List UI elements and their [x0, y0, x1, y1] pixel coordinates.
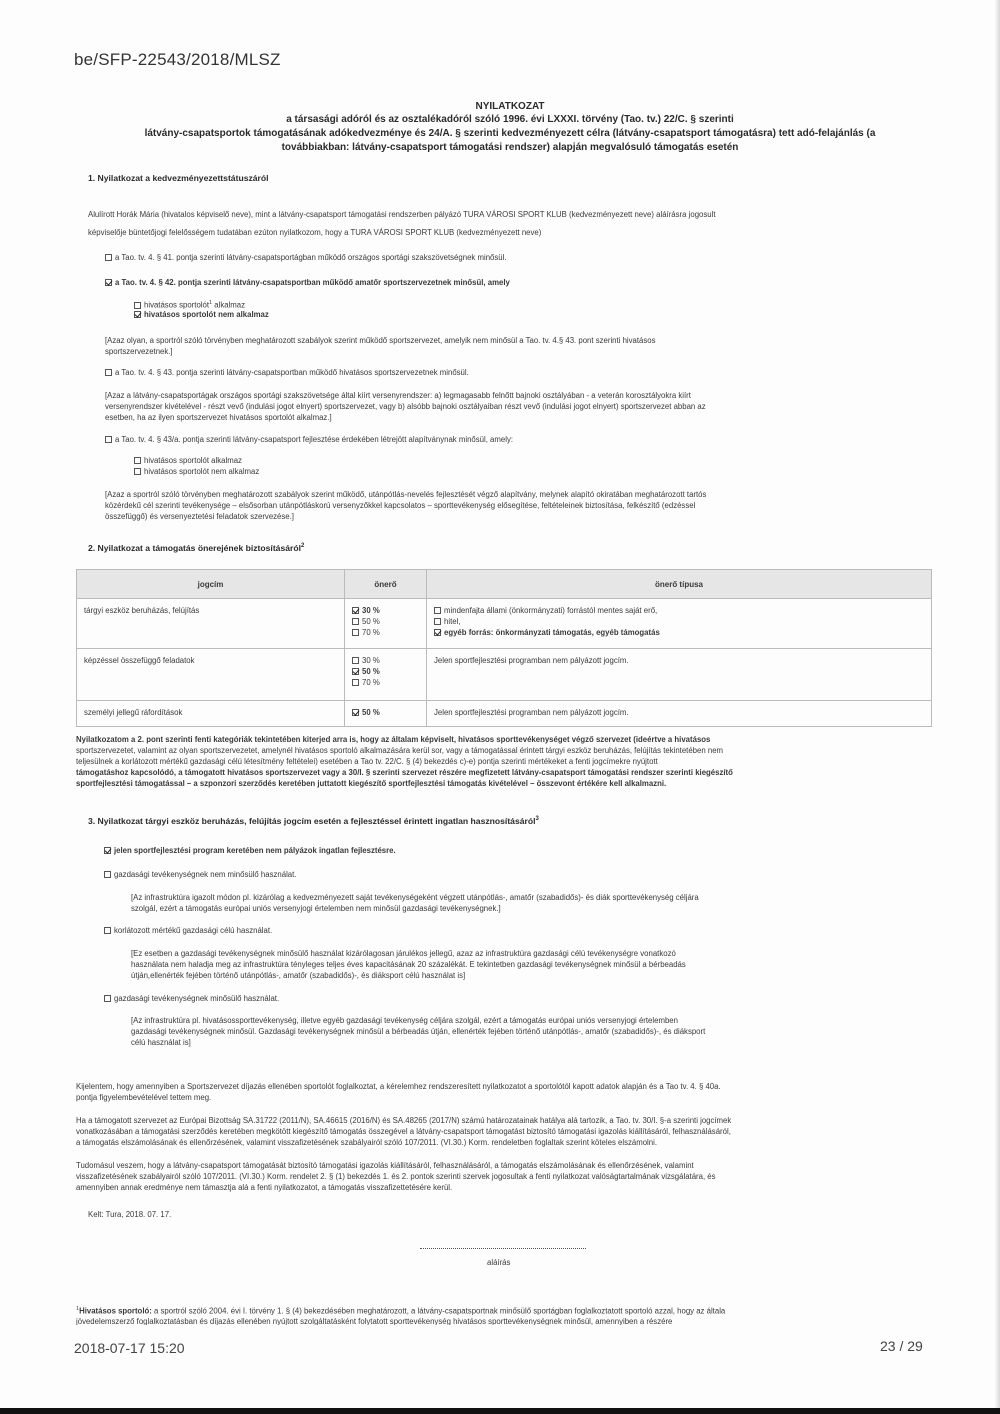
closing-text: amennyiben annak eredménye nem támasztja alá a fenti nyilatkozatot, a támogatás visszafizettetésére kerül. — [76, 1183, 453, 1192]
option-label: a Tao. tv. 4. § 42. pontja szerinti látvány-csapatsportban működő amatőr sportszervezetnek minősül, amely — [115, 278, 510, 287]
option-row[interactable] — [134, 309, 269, 320]
option-label: gazdasági tevékenységnek nem minősülő használat. — [114, 870, 297, 879]
closing-text: vonatkozásában a támogatási szerződés keretében megkötött kiegészítő támogatás összegével a látvány-csapatsport támogatást biztosító támogatási igazolás kiállításáról, felhasználásáról, — [76, 1127, 731, 1136]
note-text: [Azaz a sportról szóló törvényben meghatározott szabályok szerint működő, utánpótlás-nevelés fejlesztését végző alapítvány, melynek alapító okiratában meghatározott tartós — [105, 490, 707, 499]
note-text: célú használat is] — [131, 1038, 191, 1047]
checkbox-checked[interactable] — [352, 668, 359, 675]
section3-heading-text: 3. Nyilatkozat tárgyi eszköz beruházás, felújítás jogcím esetén a fejlesztéssel érintett ingatlan hasznosításáról — [88, 816, 536, 826]
checkbox[interactable] — [434, 618, 441, 625]
option-row[interactable] — [105, 252, 507, 263]
percent-option: 50 % — [362, 667, 380, 676]
declaration-text: támogatáshoz kapcsolódó, a támogatott hivatásos sportszervezet vagy a 30/I. § szerinti szervezet részére megfizetett látvány-csapatsport támogatási rendszer szerinti kiegészítő — [76, 768, 733, 777]
section1-heading: 1. Nyilatkozat a kedvezményezettstátuszáról — [88, 173, 269, 183]
declaration-text: sportfejlesztési támogatással – a szponzori szerződés keretében juttatott kiegészítő sportfejlesztési támogatás kivételével – összevont értékére kell alkalmazni. — [76, 779, 667, 788]
note-text: közérdekű cél szerinti tevékenysége – elsősorban utánpótláskorú versenyzőkkel kapcsolatos – sporttevékenység elősegítése, feltételeinek biztosítása, felkészítő (edzéssel — [105, 501, 696, 510]
table-row — [77, 701, 932, 727]
closing-text: Ha a támogatott szervezet az Európai Bizottság SA.31722 (2011/N), SA.46615 (2016/N) és SA.48265 (2017/N) számú határozatainak hatálya alá tartozik, a Tao. tv. 30/I. §-a szerinti jogcímek — [76, 1116, 732, 1125]
footnote — [76, 1304, 725, 1317]
checkbox[interactable] — [105, 369, 112, 376]
checkbox[interactable] — [134, 302, 141, 309]
percent-option: 70 % — [362, 628, 380, 637]
option-row[interactable] — [104, 993, 279, 1004]
scan-bottom-edge — [0, 1408, 1000, 1414]
jogcim-cell: tárgyi eszköz beruházás, felújítás — [77, 599, 345, 649]
percent-option: 70 % — [362, 678, 380, 687]
title-heading: NYILATKOZAT — [475, 101, 545, 112]
option-label: gazdasági tevékenységnek minősülő használat. — [114, 994, 280, 1003]
option-label: hivatásos sportolót nem alkalmaz — [144, 310, 269, 319]
type-option: mindenfajta állami (önkormányzati) forrástól mentes saját erő, — [444, 606, 658, 615]
option-label: alkalmaz — [212, 300, 246, 310]
checkbox[interactable] — [105, 254, 112, 261]
date-place: Kelt: Tura, 2018. 07. 17. — [88, 1210, 172, 1219]
option-row[interactable] — [105, 367, 469, 378]
column-header: önerő — [345, 570, 427, 599]
note-text: versenyrendszer kivételével - részt vevő (indulási jogot elnyert) sportszervezet, vagy b) alsóbb bajnoki osztályaiban részt vevő (indulási jogot elnyert) sportszervezet abban az — [105, 402, 706, 411]
checkbox-checked[interactable] — [104, 847, 111, 854]
option-row[interactable] — [104, 845, 396, 856]
onero-cell — [345, 701, 427, 727]
footnote-ref: 2 — [301, 543, 305, 550]
percent-option: 30 % — [362, 606, 380, 615]
note-text: [Az infrastruktúra pl. hivatásossporttevékenység, illetve egyéb gazdasági tevékenység céljára szolgál, ezért a támogatás európai uniós versenyjogi értelemben — [131, 1016, 678, 1025]
footnote-ref: 1 — [76, 1306, 80, 1312]
option-row[interactable] — [134, 466, 259, 477]
checkbox[interactable] — [352, 657, 359, 664]
table-row — [77, 649, 932, 701]
option-row[interactable] — [104, 869, 296, 880]
option-row[interactable] — [134, 455, 242, 466]
note-text: [Ez esetben a gazdasági tevékenységnek minősülő használat kizárólagosan járulékos jellegű, azaz az infrastruktúra gazdasági célú tevékenységre vonatkozó — [131, 949, 676, 958]
option-label: korlátozott mértékű gazdasági célú használat. — [114, 926, 273, 935]
checkbox[interactable] — [352, 679, 359, 686]
jogcim-cell: képzéssel összefüggő feladatok — [77, 649, 345, 701]
title-line: látvány-csapatsportok támogatásának adókedvezménye és 24/A. § szerinti kedvezményezett célra (látvány-csapatsport támogatásra) tett adó-felajánlás (a — [144, 128, 876, 139]
note-text: sportszervezetnek.] — [105, 347, 173, 356]
note-text: szolgál, ezért a támogatás európai uniós versenyjogi értelemben nem minősül gazdasági tevékenységnek.] — [131, 904, 501, 913]
note-text: útján,ellenérték fejében történő utánpótlás-, amatőr (szabadidős)-, és diáksport célú használat is] — [131, 971, 466, 980]
checkbox[interactable] — [105, 436, 112, 443]
footnote-ref: 3 — [535, 816, 539, 823]
option-label: hivatásos sportolót alkalmaz — [144, 456, 242, 465]
option-label: a Tao. tv. 4. § 41. pontja szerinti látvány-csapatsportágban működő országos sportági szakszövetségnek minősül. — [115, 253, 507, 262]
checkbox[interactable] — [134, 468, 141, 475]
page-number: 23 / 29 — [880, 1338, 923, 1354]
checkbox[interactable] — [434, 607, 441, 614]
closing-text: a támogatás elszámolásának és ellenőrzésének, valamint visszafizetésének szabályairól szóló 107/2011. (VI.30.) Korm. rendeletben foglaltak szerint köteles elszámolni. — [76, 1138, 658, 1147]
checkbox-checked[interactable] — [352, 709, 359, 716]
percent-option: 50 % — [362, 617, 380, 626]
note-text: összefüggő) és versenyeztetési feladatok szervezése.] — [105, 512, 294, 521]
option-label: jelen sportfejlesztési program keretében nem pályázok ingatlan fejlesztésre. — [114, 846, 396, 855]
jogcim-cell: személyi jellegű ráfordítások — [77, 701, 345, 727]
checkbox[interactable] — [352, 629, 359, 636]
note-text: [Az infrastruktúra igazolt módon pl. kizárólag a kedvezményezett saját tevékenységeként végzett utánpótlás-, amatőr (szabadidős)- és diák sporttevékenység céljára — [131, 893, 699, 902]
footnote-text: jövedelemszerző foglalkoztatásban és díjazás ellenében nyújtott szolgáltatásként folytatott sporttevékenység hivatásos sporttevékenységnek minősül, amennyiben a részére — [76, 1317, 673, 1325]
signature-label: aláírás — [487, 1258, 511, 1267]
scan-edge — [994, 0, 1000, 1414]
percent-option: 30 % — [362, 656, 380, 665]
declaration-text: teljesülnek a korlátozott mértékű gazdasági célú létesítmény feltételei) esetében a Tao tv. 22/C. § (4) bekezdés c)-e) pontja szerinti mértékeket a fenti jogcímekre nyújtott — [76, 757, 658, 766]
section1-intro: képviselője büntetőjogi felelősségem tudatában ezúton nyilatkozom, hogy a TURA VÁROSI SPORT KLUB (kedvezményezett neve) — [88, 228, 542, 237]
checkbox[interactable] — [104, 927, 111, 934]
percent-option: 50 % — [362, 708, 380, 717]
section2-heading-text: 2. Nyilatkozat a támogatás önerejének biztosításáról — [88, 543, 302, 553]
column-header: jogcím — [77, 570, 345, 599]
type-option: hitel, — [444, 617, 461, 626]
option-label: a Tao. tv. 4. § 43. pontja szerinti látvány-csapatsportban működő hivatásos sportszervezetnek minősül. — [115, 368, 469, 377]
section3-heading — [88, 816, 539, 826]
checkbox[interactable] — [104, 995, 111, 1002]
table-header-row — [77, 570, 932, 599]
tipus-cell — [427, 599, 932, 649]
footnote-ref: 1 — [209, 300, 213, 306]
type-option: egyéb forrás: önkormányzati támogatás, egyéb támogatás — [444, 628, 660, 637]
checkbox[interactable] — [134, 457, 141, 464]
self-contribution-table — [76, 569, 932, 727]
table-row — [77, 599, 932, 649]
option-label: hivatásos sportolót nem alkalmaz — [144, 467, 260, 476]
option-row[interactable] — [105, 277, 510, 288]
note-text: használata nem haladja meg az infrastruktúra tényleges teljes éves kapacitásának 20 százalékát. E tekintetben gazdasági tevékenységnek minősül a bérbeadás — [131, 960, 686, 969]
note-text: [Azaz a látvány-csapatsportágak országos sportági szakszövetsége által kiírt versenyrendszer: a) legmagasabb felnőtt bajnoki osztályában - a veterán korosztályokra kiírt — [105, 391, 691, 400]
footnote-term: Hivatásos sportoló: — [79, 1306, 152, 1316]
closing-text: Kijelentem, hogy amennyiben a Sportszervezet díjazás ellenében sportolót foglalkoztat, a kérelemhez rendszeresített nyilatkozatot a sportolótól kapott adatok alapján és a Tao tv. 4. § 40a. — [76, 1082, 721, 1091]
onero-cell — [345, 599, 427, 649]
declaration-text: sportszervezetet, valamint az olyan sportszervezetet, amelynél hivatásos sportoló alkalmazására kerül sor, vagy a támogatással érintett tárgyi eszköz beruházás, felújítás tekintetében nem — [76, 746, 724, 755]
onero-cell — [345, 649, 427, 701]
title-line: továbbiakban: látvány-csapatsport támogatási rendszer) alapján megvalósuló támogatás esetén — [281, 142, 739, 153]
tipus-cell: Jelen sportfejlesztési programban nem pályázott jogcím. — [427, 701, 932, 727]
option-label: hivatásos sportolót — [144, 300, 210, 310]
declaration-text: Nyilatkozatom a 2. pont szerinti fenti kategóriák tekintetében kiterjed arra is, hogy az általam képviselt, hivatásos sporttevékenységet végző szervezet (ideértve a hivatásos — [76, 735, 711, 744]
checkbox[interactable] — [352, 618, 359, 625]
document-id: be/SFP-22543/2018/MLSZ — [74, 50, 281, 69]
section1-intro: Alulírott Horák Mária (hivatalos képviselő neve), mint a látvány-csapatsport támogatási rendszerben pályázó TURA VÁROSI SPORT KLUB (kedvezményezett neve) aláírásra jogosult — [88, 210, 716, 219]
checkbox-checked[interactable] — [434, 629, 441, 636]
option-label: a Tao. tv. 4. § 43/a. pontja szerinti látvány-csapatsport fejlesztése érdekében létrejött alapítványnak minősül, amely: — [115, 435, 514, 444]
column-header: önerő típusa — [427, 570, 932, 599]
closing-text: pontja figyelembevételével tettem meg. — [76, 1093, 212, 1102]
signature-line — [420, 1248, 586, 1249]
timestamp: 2018-07-17 15:20 — [74, 1340, 185, 1356]
checkbox[interactable] — [104, 871, 111, 878]
closing-text: Tudomásul veszem, hogy a látvány-csapatsport támogatását biztosító támogatási igazolás kiállításáról, felhasználásáról, a támogatás elszámolásának és ellenőrzésének, valamint — [76, 1161, 694, 1170]
option-row[interactable] — [104, 925, 272, 936]
option-row[interactable] — [105, 434, 513, 445]
tipus-cell: Jelen sportfejlesztési programban nem pályázott jogcím. — [427, 649, 932, 701]
checkbox-checked[interactable] — [352, 607, 359, 614]
note-text: gazdasági tevékenységnek minősül. Gazdasági tevékenységnek minősül a bérbeadás útján, ellenérték fejében történő utánpótlás-, amatőr (szabadidős)-, és diáksport — [131, 1027, 706, 1036]
section2-heading — [88, 543, 304, 553]
note-text: esetben, ha az ilyen sportszervezet hivatásos sportolót alkalmaz.] — [105, 413, 332, 422]
closing-text: visszafizetésének szabályairól szóló 107/2011. (VI.30.) Korm. rendelet 2. § (1) bekezdés 1. és 2. pontok szerinti szervek jogosultak a fenti nyilatkozat valóságtartalmának vizsgálatára, és — [76, 1172, 716, 1181]
checkbox-checked[interactable] — [134, 311, 141, 318]
checkbox-checked[interactable] — [105, 279, 112, 286]
note-text: [Azaz olyan, a sportról szóló törvényben meghatározott szabályok szerint működő sportszervezet, amelyik nem minősül a Tao. tv. 4.§ 43. pont szerinti hivatásos — [105, 336, 656, 345]
footnote-text: a sportról szóló 2004. évi I. törvény 1. § (4) bekezdésében meghatározott, a látvány-csapatsportnak minősülő sportágban foglalkoztatott sportoló azzal, hogy az általa — [151, 1306, 726, 1316]
title-line: a társasági adóról és az osztalékadóról szóló 1996. évi LXXXI. törvény (Tao. tv.) 22/C. § szerinti — [286, 114, 734, 125]
